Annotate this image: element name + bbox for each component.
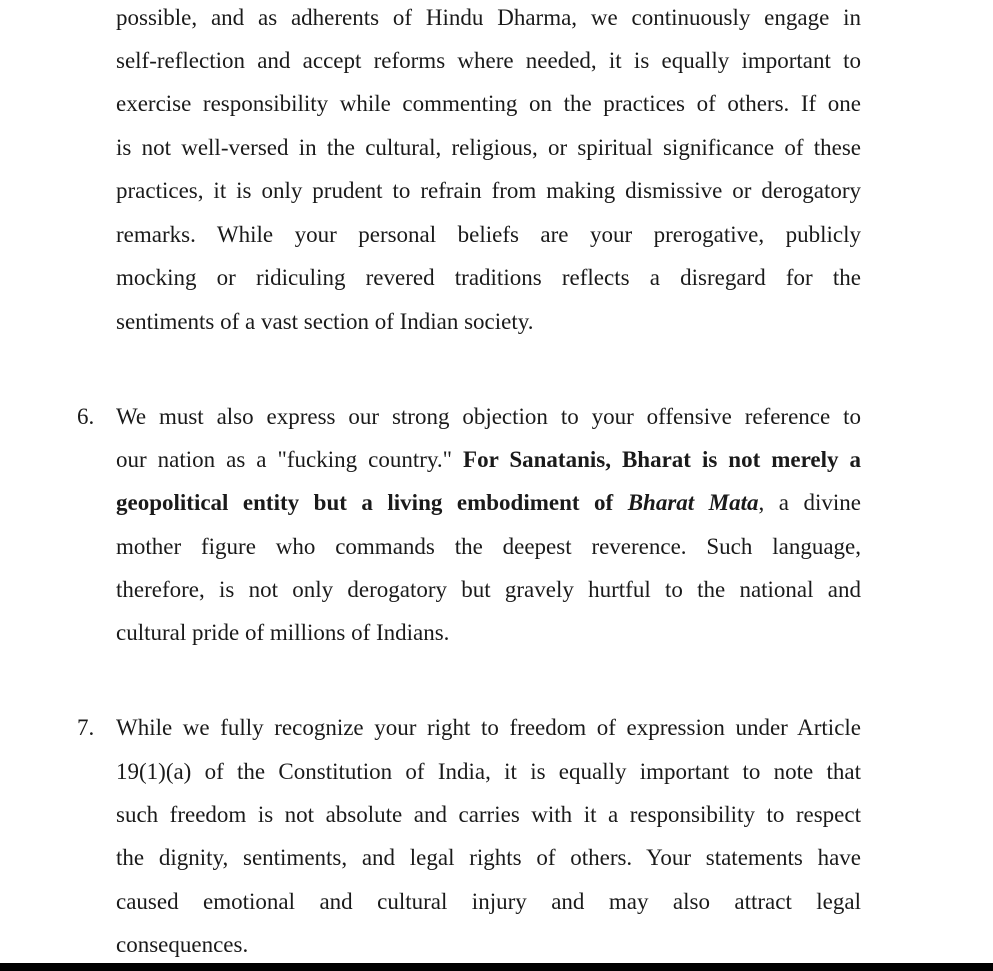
paragraph-line (116, 488, 861, 518)
paragraph-line: We must also express our strong objection to your offensive reference to (116, 404, 861, 429)
bottom-edge-bar (0, 963, 993, 971)
plain-text: , a divine (758, 490, 861, 515)
plain-text: our nation as a "fucking country." (116, 447, 464, 472)
paragraph-line: self-reflection and accept reforms where needed, it is equally important to (116, 48, 861, 73)
paragraph-line: mother figure who commands the deepest reverence. Such language, (116, 534, 861, 559)
paragraph-line: consequences. (116, 932, 249, 957)
paragraph-line: such freedom is not absolute and carries with it a responsibility to respect (116, 802, 861, 827)
paragraph-line: caused emotional and cultural injury and may also attract legal (116, 889, 861, 914)
paragraph-number: 7. (77, 715, 95, 740)
paragraph-line: possible, and as adherents of Hindu Dharma, we continuously engage in (116, 5, 861, 30)
paragraph-line: mocking or ridiculing revered traditions reflects a disregard for the (116, 265, 861, 290)
paragraph-number: 6. (77, 404, 95, 429)
bold-text: geopolitical entity but a living embodiment of (116, 490, 628, 515)
paragraph-line: the dignity, sentiments, and legal rights of others. Your statements have (116, 845, 861, 870)
bold-text: For Sanatanis, Bharat is not merely a (463, 447, 861, 472)
paragraph-line (116, 445, 861, 475)
paragraph-line: While we fully recognize your right to freedom of expression under Article (116, 715, 861, 740)
paragraph-line: therefore, is not only derogatory but gravely hurtful to the national and (116, 577, 861, 602)
paragraph-line: 19(1)(a) of the Constitution of India, it is equally important to note that (116, 759, 861, 784)
paragraph-line: practices, it is only prudent to refrain from making dismissive or derogatory (116, 178, 861, 203)
paragraph-line: cultural pride of millions of Indians. (116, 620, 450, 645)
paragraph-line: exercise responsibility while commenting on the practices of others. If one (116, 91, 861, 116)
paragraph-line: sentiments of a vast section of Indian society. (116, 309, 534, 334)
paragraph-line: remarks. While your personal beliefs are your prerogative, publicly (116, 222, 861, 247)
paragraph-line: is not well-versed in the cultural, religious, or spiritual significance of these (116, 135, 861, 160)
bold-italic-text: Bharat Mata (627, 490, 759, 515)
